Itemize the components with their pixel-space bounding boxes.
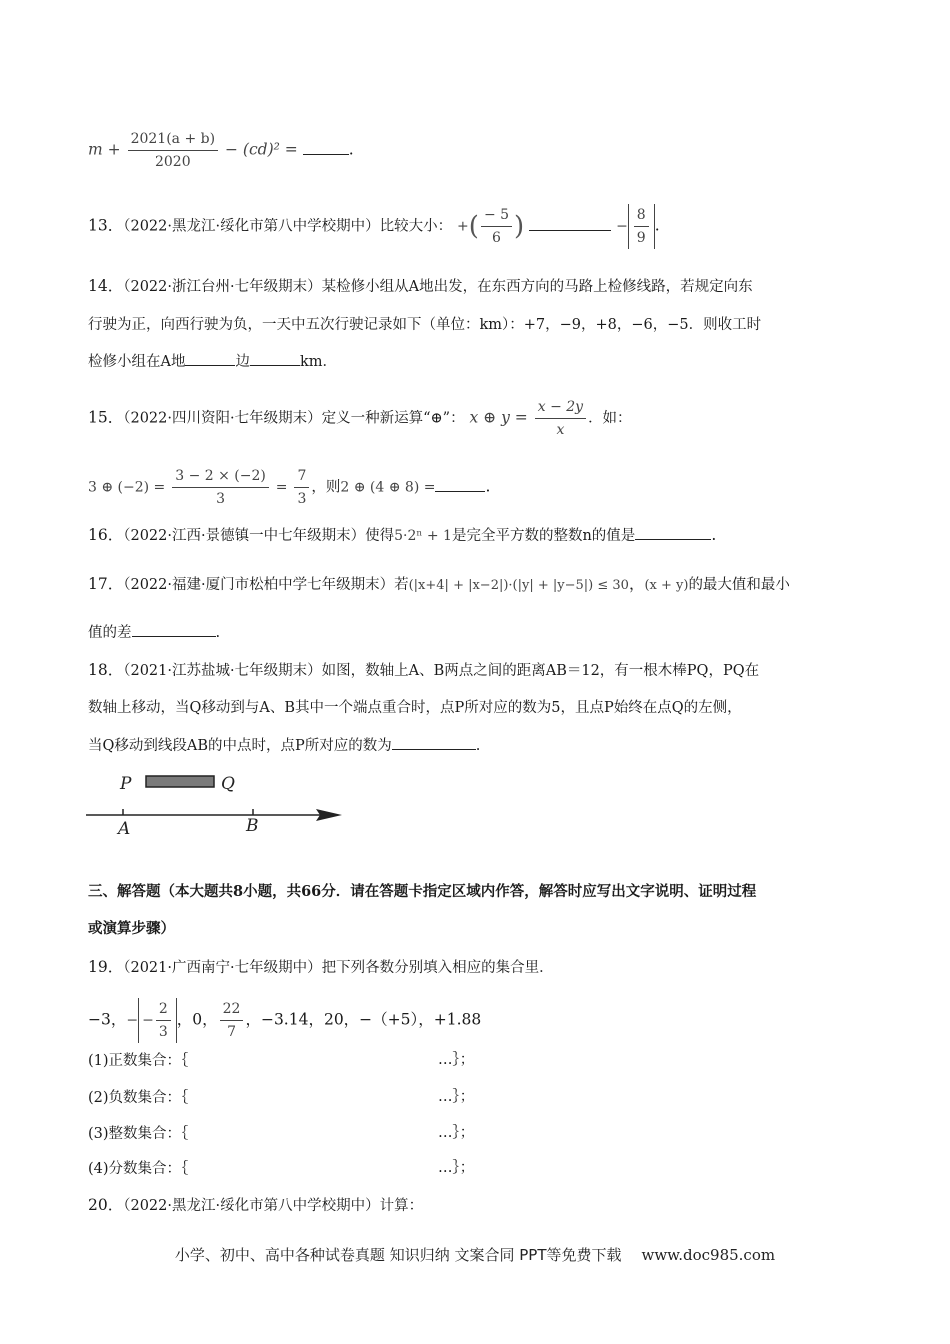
question-19-numbers: −3，− − $\frac{2}{3}$ ，0， $\frac{22}{7}$ ，−3.14，20，−（+5），+1.88 — [88, 998, 481, 1043]
stick-pq — [146, 776, 214, 787]
set-integer: (3)整数集合：｛ …｝； — [88, 1125, 475, 1142]
question-14-line3: 检修小组在A地 边 km． — [88, 351, 337, 373]
label-q: Q — [221, 774, 235, 794]
set-positive: (1)正数集合：｛ …｝； — [88, 1052, 475, 1069]
question-15-line1: 15．（2022·四川资阳·七年级期末）定义一种新运算“⊕”： x ⊕ y = $\frac{x - 2y}{x}$ ．如： — [88, 396, 632, 441]
answer-blank[interactable] — [250, 351, 300, 366]
question-20: 20．（2022·黑龙江·绥化市第八中学校期中）计算： — [88, 1196, 424, 1214]
section-3-heading-line1: 三、解答题（本大题共8小题，共66分．请在答题卡指定区域内作答，解答时应写出文字说明、证明过程 — [88, 883, 757, 900]
question-18-line2: 数轴上移动，当Q移动到与A、B其中一个端点重合时，点P所对应的数为5，且点P始终在点Q的左侧， — [88, 700, 742, 716]
answer-blank[interactable] — [435, 477, 485, 492]
question-16: 16．（2022·江西·景德镇一中七年级期末）使得5·2ⁿ + 1是完全平方数的整数n的值是 . — [88, 526, 717, 544]
answer-blank[interactable] — [392, 735, 476, 750]
question-14-line2: 行驶为正，向西行驶为负，一天中五次行驶记录如下（单位：km）：+7，−9，+8，−6，−5．则收工时 — [88, 317, 762, 333]
answer-blank[interactable] — [132, 622, 216, 637]
question-15-line2: 3 ⊕ (−2) = $\frac{3 - 2 \times (-2)}{3}$ = $\frac{7}{3}$ ，则2 ⊕ (4 ⊕ 8) = . — [88, 465, 490, 510]
section-3-heading-line2: 或演算步骤） — [88, 920, 175, 937]
set-fraction: (4)分数集合：｛ …｝； — [88, 1160, 475, 1177]
label-b: B — [246, 816, 259, 836]
page-footer: 小学、初中、高中各种试卷真题 知识归纳 文案合同 PPT等免费下载 www.doc985.com — [174, 1246, 776, 1264]
q12-fraction: $\frac{2021(a + b)}{2020}$ — [128, 128, 219, 173]
question-17-line2: 值的差 . — [88, 622, 220, 644]
footer-link[interactable]: www.doc985.com — [641, 1246, 776, 1264]
answer-blank[interactable] — [185, 351, 235, 366]
q12-expression: m + $\frac{2021(a + b)}{2020}$ − (cd)² = . — [88, 128, 354, 173]
question-14-line1: 14．（2022·浙江台州·七年级期末）某检修小组从A地出发，在东西方向的马路上检修线路，若规定向东 — [88, 277, 753, 295]
set-negative: (2)负数集合：｛ …｝； — [88, 1089, 475, 1106]
question-17-line1: 17．（2022·福建·厦门市松柏中学七年级期末）若(|x+4| + |x−2|)·(|y| + |y−5|) ≤ 30，(x + y)的最大值和最小 — [88, 575, 790, 593]
question-19: 19．（2021·广西南宁·七年级期中）把下列各数分别填入相应的集合里． — [88, 958, 554, 976]
answer-blank[interactable] — [303, 140, 349, 155]
number-line-figure — [80, 768, 350, 838]
label-a: A — [118, 819, 131, 838]
question-18-line3: 当Q移动到线段AB的中点时，点P所对应的数为 . — [88, 735, 480, 757]
question-18-line1: 18．（2021·江苏盐城·七年级期末）如图，数轴上A、B两点之间的距离AB＝12，有一根木棒PQ，PQ在 — [88, 661, 760, 679]
answer-blank[interactable] — [635, 525, 711, 540]
label-p: P — [120, 774, 132, 794]
answer-blank[interactable] — [529, 216, 611, 231]
question-13: 13．（2022·黑龙江·绥化市第八中学校期中）比较大小： +( $\frac{- 5}{6}$ ) − $\frac{8}{9}$ . — [88, 204, 660, 249]
